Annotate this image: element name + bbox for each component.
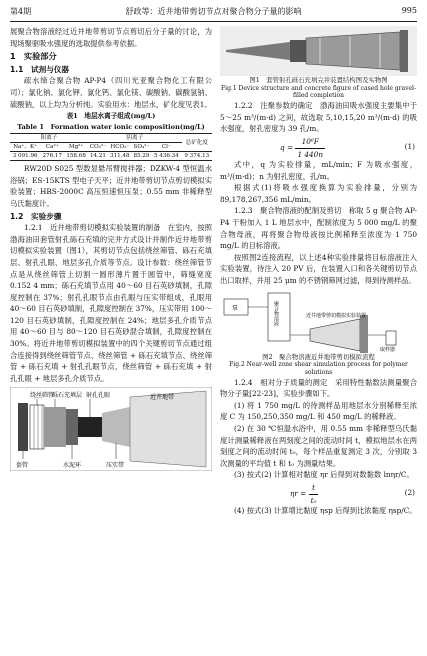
table-header-cell: Cl⁻ <box>151 143 181 152</box>
label-casing: 套管 <box>16 462 29 470</box>
table-cell: 14.21 <box>89 153 106 160</box>
eq2-numerator: t <box>309 482 319 495</box>
table-caption-en: Table 1 Formation water ionic composition(mg/L) <box>17 123 205 132</box>
reagents-paragraph: 疏水缔合聚合物 AP-P4（四川光亚聚合物化工有限公司）；氯化钠、氯化钾、氯化钙、氯化镁、碳酸钠、碳酸氢钠、硫酸钠，以上均为分析纯。实验用水：地层水，矿化度见表1。 <box>10 76 212 109</box>
figure2-svg <box>220 289 417 353</box>
viscosity-intro-paragraph: 1.2.4 相对分子质量的测定 采用特性黏数法测量聚合物分子量[22-23]，实验步骤如下。 <box>220 377 417 399</box>
device-preparation-paragraph: 1.2.1 近井地带剪切模拟实验装置的制备 在室内，按照渤海油田套管射孔砾石充填的完井方式设计并制作近井地带剪切模拟实验装置（图1），其剪切节点包括绕丝筛管、砾石充填层、射孔孔眼、地层多孔介质等节点。设计参数：绕丝筛管节点是从绕丝筛管上切割一圆形薄片置于圆管中，筛缝宽度0.152 4 mm；砾石充填节点用 40～60 目石英砂填制，孔隙度控制在 37%；射孔孔眼节点由孔眼与压实带组成，孔眼用 40～60 目石英砂填制，孔隙度控制在 37%，压实带用 100～120 目石英砂填制，孔隙度控制在 24%；地层多孔介质节点用 40～60 目与 80～120 目石英砂混合填制，孔隙度控制在 30%。将近井地带剪切模拟装置中的四个关键剪切节点通过组合连接得到绕丝筛管节点、绕丝筛管 + 砾石充填节点、绕丝筛管 + 砾石充填 + 射孔孔眼节点、绕丝筛管 + 砾石充填 + 射孔孔眼 + 地层多孔介质节点。 <box>10 223 212 383</box>
issue-number: 第4期 <box>10 7 32 16</box>
section-heading-experiment: 1 实验部分 <box>10 51 57 62</box>
label-sampler: 取样器 <box>380 346 396 353</box>
table-header-cell: HCO₃⁻ <box>108 143 132 152</box>
label-cement: 水泥环 <box>63 462 82 470</box>
subsection-heading-reagents: 1.1 试剂与仪器 <box>10 64 70 74</box>
figure1-photo <box>220 26 417 76</box>
eq1-description: 式中，q 为实验排量，mL/min；F 为吸水强度，m³/(m·d)；n 为射孔密度，孔/m。 <box>220 159 417 181</box>
label-pump: 泵 <box>232 304 239 312</box>
label-vessel: 聚合物溶液 <box>273 300 279 326</box>
eq2-number: (2) <box>404 488 415 498</box>
table-cell: 5 436.34 <box>151 152 181 161</box>
viscosity-step-4: (4) 按式(3) 计算增比黏度 ηsp 后得到比浓黏度 ηsp/C。 <box>234 506 417 516</box>
table-header-cell: CO₃²⁻ <box>89 144 107 151</box>
eq1-lhs: q = <box>280 143 294 153</box>
figure1-structure-svg <box>10 387 212 471</box>
viscosity-step-1: (1) 将 1 750 mg/L 的待测样品用地层水分别稀释至浓度 C 为 150,250,350 mg/L 和 450 mg/L 的稀释液。 <box>220 400 417 422</box>
eq1-numerator: 10⁶F <box>295 136 325 149</box>
table-cell: 3 091.96 <box>10 152 40 161</box>
table-group-anion: 阴离子 <box>88 134 182 143</box>
injection-parameters-paragraph: 1.2.2 注聚参数的确定 渤海油田吸水强度主要集中于 5～25 m³/(m·d) 之间，故选取 5,10,15,20 m³/(m·d) 的吸水强度，射孔密度为 39 孔/m。 <box>220 101 417 134</box>
figure2-caption-cn: 图2 聚合物溶液近井地带剪切模拟流程 <box>262 352 375 361</box>
running-title: 舒政等：近井地带剪切节点对聚合物分子量的影响 <box>125 7 302 16</box>
label-perforation: 射孔孔眼 <box>86 392 111 400</box>
figure1-caption-en: Fig.1 Device structure and concrete figure of cased hole gravel-filled completion <box>220 84 417 100</box>
figure1-caption-cn: 图1 套管射孔砾石充填完井装置结构图及实物图 <box>249 76 388 84</box>
viscosity-step-3: (3) 按式(2) 计算相对黏度 ηr 后得到对数黏数 lnηr/C。 <box>234 470 414 480</box>
table-cell: 9 374.13 <box>182 152 212 161</box>
label-device: 近井地带剪切模拟实验装置 <box>306 312 367 319</box>
table-cell: 158.68 <box>64 152 88 161</box>
page-number: 995 <box>401 6 417 15</box>
shearing-procedure-paragraph: 按照图2连接流程，以上述4种实验排量将目标溶液注入实验装置，待注入 20 PV 后，在装置入口和各关键剪切节点出口取样，并用 25 μm 的不锈钢筛网过滤，得到待测样品。 <box>220 252 417 285</box>
figure1-photo-svg <box>220 26 417 76</box>
table-group-cation: 阳离子 <box>10 134 88 143</box>
right-column <box>220 26 417 517</box>
figure1-structure-drawing <box>10 387 212 471</box>
solution-vessel <box>268 293 290 341</box>
table-header-cell: Mg²⁺ <box>64 143 88 152</box>
shear-device <box>310 319 360 351</box>
header-rule <box>10 21 417 22</box>
eq1-number: (1) <box>404 141 415 151</box>
equipment-paragraph: RW20D S025 型数显悬吊臂搅拌器；DZKW-4 型恒温水浴锅；ES-15KTS 型电子天平；近井地带剪切节点剪切模拟实验装置；HBS-2000C 高压恒速恒压泵；0.55 mm 非稀释型乌氏黏度计。 <box>10 164 212 208</box>
table-cell: 85.29 <box>133 153 150 160</box>
table-caption-cn: 表1 地层水离子组成(mg/L) <box>66 112 156 121</box>
water-composition-table <box>10 133 212 161</box>
equation-2 <box>220 482 417 504</box>
table-cell: 311.48 <box>108 152 132 161</box>
table-header-cell: SO₄²⁻ <box>133 144 150 151</box>
table-total-header: 总矿化度 <box>182 134 212 152</box>
label-formation: 近井地带 <box>150 394 175 402</box>
left-column <box>10 26 212 471</box>
viscosity-step-2: (2) 在 30 ℃恒温水浴中，用 0.55 mm 非稀释型乌氏黏度计测量稀释液在两刻度之间的流动时间 t，模拟地层水在两刻度之间的流动时间 t₀，每个样品重复测定 3 次，分别取 3 次测量的平均值 t 和 t₀ 为测量结果。 <box>220 424 417 468</box>
flow-rates-paragraph: 根据式(1)将吸水强度换算为实验排量，分别为 89,178,267,356 mL/min。 <box>220 183 417 204</box>
eq1-denominator: 1 440n <box>297 149 324 159</box>
running-header <box>10 6 417 20</box>
eq2-denominator: t₀ <box>310 495 317 505</box>
intro-paragraph: 展聚合物溶液经过近井地带剪切节点剪切后分子量的讨论，为现场聚驱吸水强度的选取提供参考依据。 <box>10 27 212 48</box>
figure2-flow-diagram <box>220 289 417 353</box>
table-cell: 276.17 <box>40 152 64 161</box>
figure2-caption-en: Fig.2 Near-well zone shear simulation process for polymer solutions <box>229 361 408 376</box>
sampler <box>386 331 396 345</box>
eq2-lhs: ηr = <box>290 489 307 499</box>
label-screen: 绕丝筛管 <box>30 392 55 400</box>
subsection-heading-procedure: 1.2 实验步骤 <box>10 211 62 221</box>
table-header-cell: Ca²⁺ <box>40 143 64 152</box>
solution-preparation-paragraph: 1.2.3 聚合物溶液的配制及剪切 称取 5 g 聚合物 AP-P4 干粉加入 1 L 地层水中，配制浓度为 5 000 mg/L 的聚合物母液，再将聚合物母液按比例稀释至浓度为 1 750 mg/L 的目标溶液。 <box>220 206 417 251</box>
label-gravel: 砾石充填层 <box>52 392 83 400</box>
table-header-cell: Na⁺、K⁺ <box>10 143 40 152</box>
equation-1 <box>220 136 417 158</box>
label-compaction: 压实带 <box>106 462 125 470</box>
